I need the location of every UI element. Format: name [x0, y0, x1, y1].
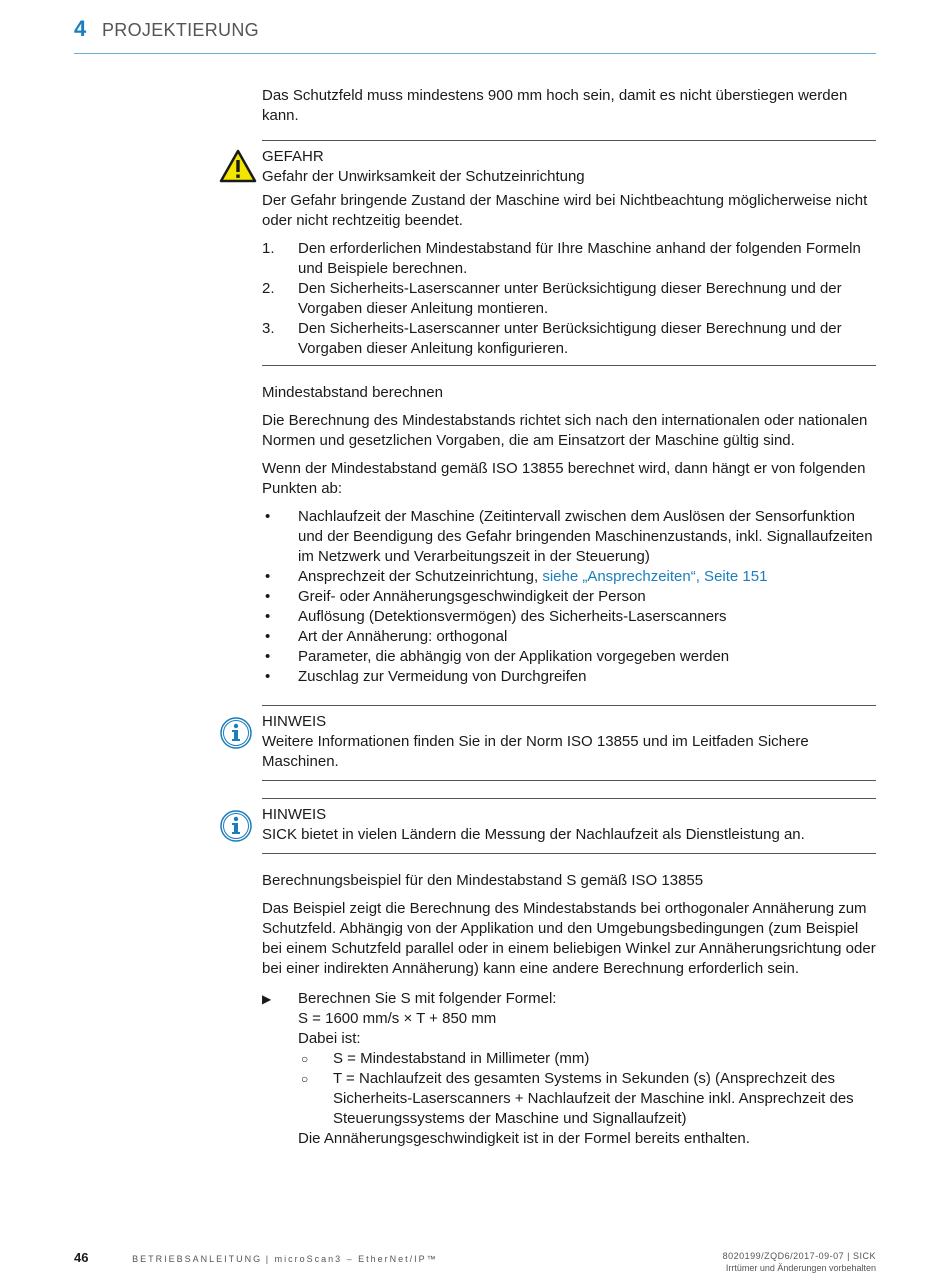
step-text: Den Sicherheits-Laserscanner unter Berücksichtigung dieser Berechnung und der Vorgaben dieser Anleitung konfigurieren. — [298, 320, 842, 357]
list-item — [262, 989, 876, 1149]
footer-right — [723, 1250, 876, 1274]
bullet-icon: • — [265, 508, 271, 525]
bullet-icon: • — [265, 588, 271, 605]
intro-paragraph: Das Schutzfeld muss mindestens 900 mm hoch sein, damit es nicht überstiegen werden kann. — [262, 87, 848, 124]
bullet-icon: • — [265, 648, 271, 665]
list-item-text: Ansprechzeit der Schutzeinrichtung, — [298, 568, 543, 585]
document-type: BETRIEBSANLEITUNG — [132, 1254, 263, 1264]
danger-label: GEFAHR — [262, 148, 324, 165]
disclaimer: Irrtümer und Änderungen vorbehalten — [725, 1263, 876, 1273]
list-item — [262, 587, 876, 607]
step-number: 2. — [262, 280, 275, 297]
danger-text: Der Gefahr bringende Zustand der Maschine wird bei Nichtbeachtung möglicherweise nicht oder nicht rechtzeitig beendet. — [262, 192, 868, 229]
list-item — [262, 567, 876, 587]
warning-triangle-icon — [219, 149, 257, 183]
list-item-text: Greif- oder Annäherungsgeschwindigkeit der Person — [298, 588, 646, 605]
note-label: HINWEIS — [262, 806, 327, 823]
definition-list — [298, 1049, 876, 1129]
list-item — [298, 1049, 876, 1069]
list-item — [262, 239, 876, 279]
info-icon — [219, 809, 253, 843]
chapter-title: PROJEKTIERUNG — [102, 20, 259, 40]
section-heading: Mindestabstand berechnen — [262, 384, 443, 401]
list-item-text: Zuschlag zur Vermeidung von Durchgreifen — [298, 668, 587, 685]
divider — [262, 365, 876, 366]
list-item-text: Art der Annäherung: orthogonal — [298, 628, 508, 645]
response-times-link[interactable]: siehe „Ansprechzeiten“, Seite 151 — [542, 568, 768, 585]
where-label: Dabei ist: — [298, 1030, 361, 1047]
paragraph: Die Berechnung des Mindestabstands richtet sich nach den internationalen oder nationalen Normen und gesetzlichen Vorgaben, die am Einsatzort der Maschine gültig sind. — [262, 412, 868, 449]
list-item-text: Auflösung (Detektionsvermögen) des Sicherheits-Laserscanners — [298, 608, 727, 625]
list-item — [262, 607, 876, 627]
paragraph: Das Beispiel zeigt die Berechnung des Mindestabstands bei orthogonaler Annäherung zum Schutzfeld. Abhängig von der Applikation und den Umgebungsbedingungen (zum Beispiel bei einem Schutzfeld parallel oder in einem beliebigen Winkel zur Annäherungsrichtung oder bei einer indirekten Annäherung) kann eine andere Berechnung erforderlich sein. — [262, 900, 876, 977]
note-box — [262, 798, 876, 853]
divider — [262, 780, 876, 781]
divider — [262, 853, 876, 854]
list-item-text: Parameter, die abhängig von der Applikation vorgegeben werden — [298, 648, 730, 665]
note-label: HINWEIS — [262, 713, 327, 730]
step-text: Den Sicherheits-Laserscanner unter Berücksichtigung dieser Berechnung und der Vorgaben dieser Anleitung montieren. — [298, 280, 842, 317]
formula: S = 1600 mm/s × T + 850 mm — [298, 1010, 497, 1027]
list-item — [262, 667, 876, 687]
note-box — [262, 705, 876, 780]
step-text: Den erforderlichen Mindestabstand für Ihre Maschine anhand der folgenden Formeln und Beispiele berechnen. — [298, 240, 861, 277]
list-item — [298, 1069, 876, 1129]
list-item — [262, 507, 876, 567]
arrow-right-icon: ▶ — [262, 992, 272, 1006]
danger-box — [262, 140, 876, 365]
paragraph: Wenn der Mindestabstand gemäß ISO 13855 berechnet wird, dann hängt er von folgenden Punkten ab: — [262, 460, 866, 497]
document-code: 8020199/ZQD6/2017-09-07 | SICK — [722, 1251, 876, 1261]
main-content — [262, 86, 876, 1157]
danger-steps — [262, 239, 876, 359]
step-number: 3. — [262, 320, 275, 337]
list-item — [262, 279, 876, 319]
page-number: 46 — [74, 1250, 89, 1265]
danger-subtitle: Gefahr der Unwirksamkeit der Schutzeinrichtung — [262, 168, 585, 185]
note-text: Weitere Informationen finden Sie in der Norm ISO 13855 und im Leitfaden Sichere Maschinen. — [262, 733, 809, 770]
circle-bullet-icon: ○ — [301, 1052, 309, 1066]
list-item — [262, 647, 876, 667]
definition-text: T = Nachlaufzeit des gesamten Systems in Sekunden (s) (Ansprechzeit des Sicherheits-Laserscanners + Nachlaufzeit der Maschine inkl. Ansprechzeit des Steuerungssystems der Maschine und Signallaufzeit) — [333, 1070, 854, 1127]
list-item — [262, 319, 876, 359]
page-header — [74, 16, 876, 54]
bullet-icon: • — [265, 628, 271, 645]
bullet-icon: • — [265, 668, 271, 685]
document-subtitle: | microScan3 – EtherNet/IP™ — [265, 1254, 438, 1264]
footer-left — [74, 1250, 438, 1265]
instruction-text: Berechnen Sie S mit folgender Formel: — [298, 990, 557, 1007]
list-item-text: Nachlaufzeit der Maschine (Zeitintervall zwischen dem Auslösen der Sensorfunktion und der Beendigung des Gefahr bringenden Maschinenzustands, inkl. Signallaufzeiten im Netzwerk und Verarbeitungszeit in der Steuerung) — [298, 508, 873, 565]
bullet-icon: • — [265, 568, 271, 585]
closing-text: Die Annäherungsgeschwindigkeit ist in der Formel bereits enthalten. — [298, 1130, 750, 1147]
bullet-icon: • — [265, 608, 271, 625]
note-text: SICK bietet in vielen Ländern die Messung der Nachlaufzeit als Dienstleistung an. — [262, 826, 805, 843]
definition-text: S = Mindestabstand in Millimeter (mm) — [333, 1050, 590, 1067]
instruction-list — [262, 989, 876, 1149]
info-icon — [219, 716, 253, 750]
chapter-number: 4 — [74, 16, 87, 41]
circle-bullet-icon: ○ — [301, 1072, 309, 1086]
section-heading: Berechnungsbeispiel für den Mindestabstand S gemäß ISO 13855 — [262, 872, 704, 889]
factor-list — [262, 507, 876, 687]
step-number: 1. — [262, 240, 275, 257]
list-item — [262, 627, 876, 647]
